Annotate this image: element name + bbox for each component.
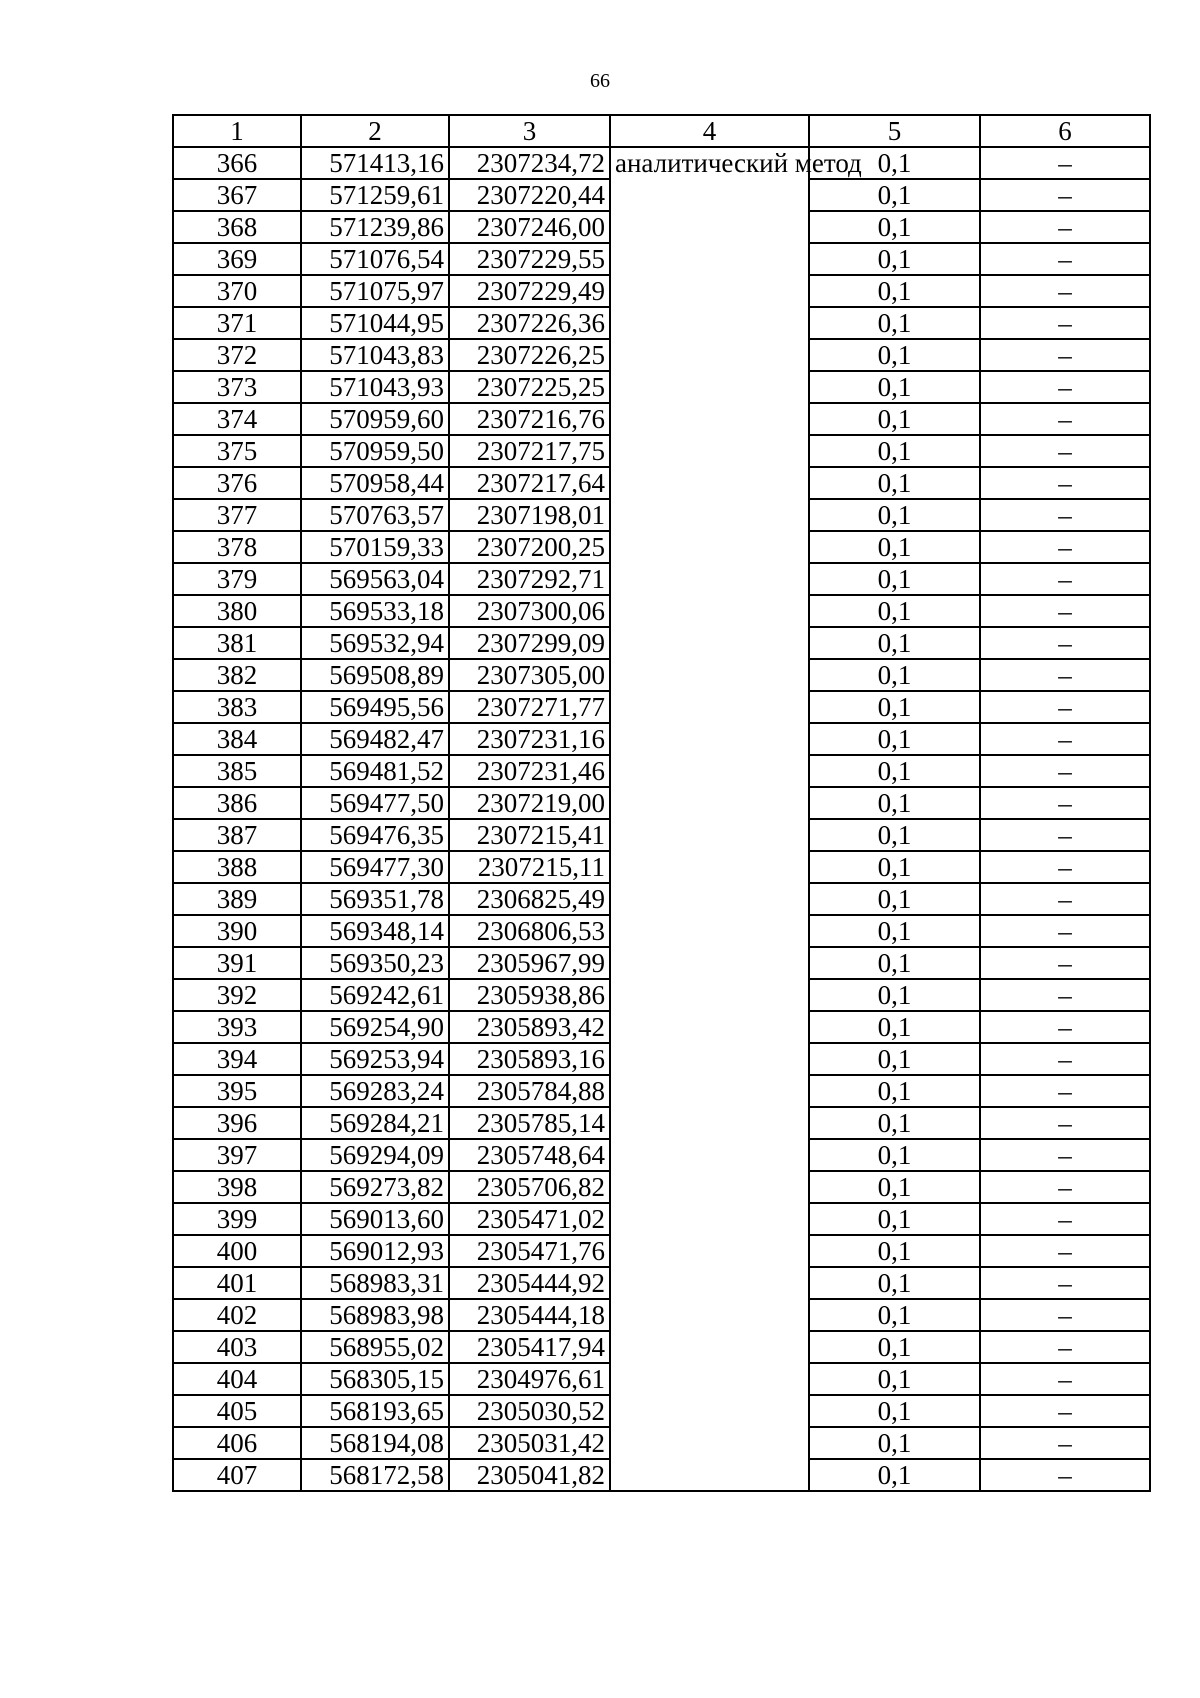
header-cell-4: 4	[610, 115, 809, 147]
note-cell: –	[980, 1331, 1150, 1363]
y-coordinate-cell: 2305893,42	[449, 1011, 610, 1043]
x-coordinate-cell: 569294,09	[301, 1139, 449, 1171]
x-coordinate-cell: 570958,44	[301, 467, 449, 499]
note-cell: –	[980, 147, 1150, 179]
point-number-cell: 402	[173, 1299, 301, 1331]
point-number-cell: 368	[173, 211, 301, 243]
accuracy-cell: 0,1	[809, 339, 980, 371]
header-cell-5: 5	[809, 115, 980, 147]
y-coordinate-cell: 2307200,25	[449, 531, 610, 563]
x-coordinate-cell: 569012,93	[301, 1235, 449, 1267]
x-coordinate-cell: 569481,52	[301, 755, 449, 787]
note-cell: –	[980, 1427, 1150, 1459]
point-number-cell: 391	[173, 947, 301, 979]
note-cell: –	[980, 563, 1150, 595]
x-coordinate-cell: 569477,50	[301, 787, 449, 819]
point-number-cell: 382	[173, 659, 301, 691]
point-number-cell: 374	[173, 403, 301, 435]
point-number-cell: 372	[173, 339, 301, 371]
accuracy-cell: 0,1	[809, 1011, 980, 1043]
point-number-cell: 377	[173, 499, 301, 531]
y-coordinate-cell: 2307226,25	[449, 339, 610, 371]
point-number-cell: 369	[173, 243, 301, 275]
y-coordinate-cell: 2306806,53	[449, 915, 610, 947]
point-number-cell: 396	[173, 1107, 301, 1139]
x-coordinate-cell: 569273,82	[301, 1171, 449, 1203]
table-header-row	[173, 115, 1150, 147]
x-coordinate-cell: 571413,16	[301, 147, 449, 179]
accuracy-cell: 0,1	[809, 1107, 980, 1139]
note-cell: –	[980, 467, 1150, 499]
x-coordinate-cell: 570763,57	[301, 499, 449, 531]
y-coordinate-cell: 2307226,36	[449, 307, 610, 339]
note-cell: –	[980, 1267, 1150, 1299]
x-coordinate-cell: 569495,56	[301, 691, 449, 723]
y-coordinate-cell: 2305967,99	[449, 947, 610, 979]
point-number-cell: 379	[173, 563, 301, 595]
x-coordinate-cell: 569283,24	[301, 1075, 449, 1107]
x-coordinate-cell: 570159,33	[301, 531, 449, 563]
header-cell-2: 2	[301, 115, 449, 147]
point-number-cell: 380	[173, 595, 301, 627]
point-number-cell: 389	[173, 883, 301, 915]
note-cell: –	[980, 691, 1150, 723]
y-coordinate-cell: 2307229,55	[449, 243, 610, 275]
x-coordinate-cell: 570959,50	[301, 435, 449, 467]
y-coordinate-cell: 2305471,76	[449, 1235, 610, 1267]
y-coordinate-cell: 2307271,77	[449, 691, 610, 723]
accuracy-cell: 0,1	[809, 1203, 980, 1235]
accuracy-cell: 0,1	[809, 595, 980, 627]
note-cell: –	[980, 755, 1150, 787]
note-cell: –	[980, 851, 1150, 883]
accuracy-cell: 0,1	[809, 851, 980, 883]
x-coordinate-cell: 571043,83	[301, 339, 449, 371]
y-coordinate-cell: 2307231,46	[449, 755, 610, 787]
point-number-cell: 401	[173, 1267, 301, 1299]
accuracy-cell: 0,1	[809, 1459, 980, 1491]
note-cell: –	[980, 1459, 1150, 1491]
note-cell: –	[980, 1203, 1150, 1235]
accuracy-cell: 0,1	[809, 179, 980, 211]
point-number-cell: 405	[173, 1395, 301, 1427]
note-cell: –	[980, 915, 1150, 947]
x-coordinate-cell: 569533,18	[301, 595, 449, 627]
y-coordinate-cell: 2307217,64	[449, 467, 610, 499]
point-number-cell: 366	[173, 147, 301, 179]
accuracy-cell: 0,1	[809, 1395, 980, 1427]
x-coordinate-cell: 570959,60	[301, 403, 449, 435]
point-number-cell: 375	[173, 435, 301, 467]
x-coordinate-cell: 571043,93	[301, 371, 449, 403]
accuracy-cell: 0,1	[809, 307, 980, 339]
note-cell: –	[980, 371, 1150, 403]
x-coordinate-cell: 571044,95	[301, 307, 449, 339]
x-coordinate-cell: 569351,78	[301, 883, 449, 915]
y-coordinate-cell: 2305784,88	[449, 1075, 610, 1107]
accuracy-cell: 0,1	[809, 1171, 980, 1203]
x-coordinate-cell: 571259,61	[301, 179, 449, 211]
note-cell: –	[980, 435, 1150, 467]
method-cell: аналитический метод	[610, 147, 809, 1491]
note-cell: –	[980, 243, 1150, 275]
accuracy-cell: 0,1	[809, 627, 980, 659]
point-number-cell: 373	[173, 371, 301, 403]
accuracy-cell: 0,1	[809, 659, 980, 691]
x-coordinate-cell: 568955,02	[301, 1331, 449, 1363]
y-coordinate-cell: 2305706,82	[449, 1171, 610, 1203]
accuracy-cell: 0,1	[809, 883, 980, 915]
accuracy-cell: 0,1	[809, 275, 980, 307]
x-coordinate-cell: 571239,86	[301, 211, 449, 243]
x-coordinate-cell: 569253,94	[301, 1043, 449, 1075]
x-coordinate-cell: 569532,94	[301, 627, 449, 659]
note-cell: –	[980, 979, 1150, 1011]
x-coordinate-cell: 569242,61	[301, 979, 449, 1011]
accuracy-cell: 0,1	[809, 979, 980, 1011]
point-number-cell: 404	[173, 1363, 301, 1395]
y-coordinate-cell: 2306825,49	[449, 883, 610, 915]
note-cell: –	[980, 211, 1150, 243]
note-cell: –	[980, 275, 1150, 307]
note-cell: –	[980, 1107, 1150, 1139]
accuracy-cell: 0,1	[809, 947, 980, 979]
y-coordinate-cell: 2307229,49	[449, 275, 610, 307]
point-number-cell: 383	[173, 691, 301, 723]
x-coordinate-cell: 568194,08	[301, 1427, 449, 1459]
accuracy-cell: 0,1	[809, 563, 980, 595]
header-cell-1: 1	[173, 115, 301, 147]
x-coordinate-cell: 568193,65	[301, 1395, 449, 1427]
note-cell: –	[980, 883, 1150, 915]
accuracy-cell: 0,1	[809, 243, 980, 275]
note-cell: –	[980, 499, 1150, 531]
accuracy-cell: 0,1	[809, 1235, 980, 1267]
point-number-cell: 400	[173, 1235, 301, 1267]
accuracy-cell: 0,1	[809, 371, 980, 403]
note-cell: –	[980, 595, 1150, 627]
accuracy-cell: 0,1	[809, 1427, 980, 1459]
y-coordinate-cell: 2307246,00	[449, 211, 610, 243]
accuracy-cell: 0,1	[809, 531, 980, 563]
y-coordinate-cell: 2307219,00	[449, 787, 610, 819]
note-cell: –	[980, 1011, 1150, 1043]
note-cell: –	[980, 1139, 1150, 1171]
point-number-cell: 406	[173, 1427, 301, 1459]
point-number-cell: 392	[173, 979, 301, 1011]
note-cell: –	[980, 723, 1150, 755]
point-number-cell: 378	[173, 531, 301, 563]
y-coordinate-cell: 2305041,82	[449, 1459, 610, 1491]
x-coordinate-cell: 569348,14	[301, 915, 449, 947]
y-coordinate-cell: 2307217,75	[449, 435, 610, 467]
y-coordinate-cell: 2307215,11	[449, 851, 610, 883]
y-coordinate-cell: 2305938,86	[449, 979, 610, 1011]
point-number-cell: 387	[173, 819, 301, 851]
accuracy-cell: 0,1	[809, 1299, 980, 1331]
note-cell: –	[980, 403, 1150, 435]
point-number-cell: 390	[173, 915, 301, 947]
y-coordinate-cell: 2305748,64	[449, 1139, 610, 1171]
accuracy-cell: 0,1	[809, 1363, 980, 1395]
point-number-cell: 386	[173, 787, 301, 819]
y-coordinate-cell: 2305444,92	[449, 1267, 610, 1299]
x-coordinate-cell: 569477,30	[301, 851, 449, 883]
accuracy-cell: 0,1	[809, 467, 980, 499]
accuracy-cell: 0,1	[809, 691, 980, 723]
y-coordinate-cell: 2305785,14	[449, 1107, 610, 1139]
point-number-cell: 367	[173, 179, 301, 211]
point-number-cell: 403	[173, 1331, 301, 1363]
y-coordinate-cell: 2307225,25	[449, 371, 610, 403]
point-number-cell: 384	[173, 723, 301, 755]
point-number-cell: 397	[173, 1139, 301, 1171]
y-coordinate-cell: 2307215,41	[449, 819, 610, 851]
note-cell: –	[980, 1235, 1150, 1267]
x-coordinate-cell: 568983,31	[301, 1267, 449, 1299]
y-coordinate-cell: 2307305,00	[449, 659, 610, 691]
accuracy-cell: 0,1	[809, 1267, 980, 1299]
page-number: 66	[590, 70, 610, 92]
y-coordinate-cell: 2307234,72	[449, 147, 610, 179]
table-body	[173, 115, 1150, 1491]
note-cell: –	[980, 947, 1150, 979]
note-cell: –	[980, 787, 1150, 819]
accuracy-cell: 0,1	[809, 499, 980, 531]
point-number-cell: 385	[173, 755, 301, 787]
point-number-cell: 376	[173, 467, 301, 499]
note-cell: –	[980, 1395, 1150, 1427]
x-coordinate-cell: 569563,04	[301, 563, 449, 595]
note-cell: –	[980, 1299, 1150, 1331]
accuracy-cell: 0,1	[809, 211, 980, 243]
point-number-cell: 399	[173, 1203, 301, 1235]
accuracy-cell: 0,1	[809, 787, 980, 819]
x-coordinate-cell: 569476,35	[301, 819, 449, 851]
y-coordinate-cell: 2305893,16	[449, 1043, 610, 1075]
note-cell: –	[980, 307, 1150, 339]
point-number-cell: 371	[173, 307, 301, 339]
y-coordinate-cell: 2307300,06	[449, 595, 610, 627]
y-coordinate-cell: 2307216,76	[449, 403, 610, 435]
header-cell-3: 3	[449, 115, 610, 147]
y-coordinate-cell: 2307299,09	[449, 627, 610, 659]
x-coordinate-cell: 571076,54	[301, 243, 449, 275]
x-coordinate-cell: 569284,21	[301, 1107, 449, 1139]
accuracy-cell: 0,1	[809, 723, 980, 755]
accuracy-cell: 0,1	[809, 1139, 980, 1171]
note-cell: –	[980, 659, 1150, 691]
y-coordinate-cell: 2305417,94	[449, 1331, 610, 1363]
y-coordinate-cell: 2307198,01	[449, 499, 610, 531]
x-coordinate-cell: 568305,15	[301, 1363, 449, 1395]
x-coordinate-cell: 571075,97	[301, 275, 449, 307]
accuracy-cell: 0,1	[809, 147, 980, 179]
y-coordinate-cell: 2305030,52	[449, 1395, 610, 1427]
y-coordinate-cell: 2307231,16	[449, 723, 610, 755]
accuracy-cell: 0,1	[809, 435, 980, 467]
note-cell: –	[980, 339, 1150, 371]
point-number-cell: 370	[173, 275, 301, 307]
x-coordinate-cell: 568983,98	[301, 1299, 449, 1331]
accuracy-cell: 0,1	[809, 1075, 980, 1107]
x-coordinate-cell: 569013,60	[301, 1203, 449, 1235]
point-number-cell: 407	[173, 1459, 301, 1491]
point-number-cell: 398	[173, 1171, 301, 1203]
header-cell-6: 6	[980, 115, 1150, 147]
accuracy-cell: 0,1	[809, 755, 980, 787]
table-row	[173, 147, 1150, 179]
accuracy-cell: 0,1	[809, 819, 980, 851]
point-number-cell: 381	[173, 627, 301, 659]
y-coordinate-cell: 2305031,42	[449, 1427, 610, 1459]
x-coordinate-cell: 568172,58	[301, 1459, 449, 1491]
x-coordinate-cell: 569508,89	[301, 659, 449, 691]
y-coordinate-cell: 2305471,02	[449, 1203, 610, 1235]
x-coordinate-cell: 569350,23	[301, 947, 449, 979]
accuracy-cell: 0,1	[809, 915, 980, 947]
y-coordinate-cell: 2307220,44	[449, 179, 610, 211]
note-cell: –	[980, 1075, 1150, 1107]
note-cell: –	[980, 1171, 1150, 1203]
note-cell: –	[980, 627, 1150, 659]
note-cell: –	[980, 819, 1150, 851]
coordinates-table	[172, 114, 1151, 1492]
point-number-cell: 393	[173, 1011, 301, 1043]
x-coordinate-cell: 569482,47	[301, 723, 449, 755]
x-coordinate-cell: 569254,90	[301, 1011, 449, 1043]
note-cell: –	[980, 1363, 1150, 1395]
note-cell: –	[980, 179, 1150, 211]
y-coordinate-cell: 2305444,18	[449, 1299, 610, 1331]
point-number-cell: 394	[173, 1043, 301, 1075]
accuracy-cell: 0,1	[809, 403, 980, 435]
note-cell: –	[980, 1043, 1150, 1075]
y-coordinate-cell: 2307292,71	[449, 563, 610, 595]
note-cell: –	[980, 531, 1150, 563]
accuracy-cell: 0,1	[809, 1331, 980, 1363]
y-coordinate-cell: 2304976,61	[449, 1363, 610, 1395]
point-number-cell: 388	[173, 851, 301, 883]
point-number-cell: 395	[173, 1075, 301, 1107]
accuracy-cell: 0,1	[809, 1043, 980, 1075]
